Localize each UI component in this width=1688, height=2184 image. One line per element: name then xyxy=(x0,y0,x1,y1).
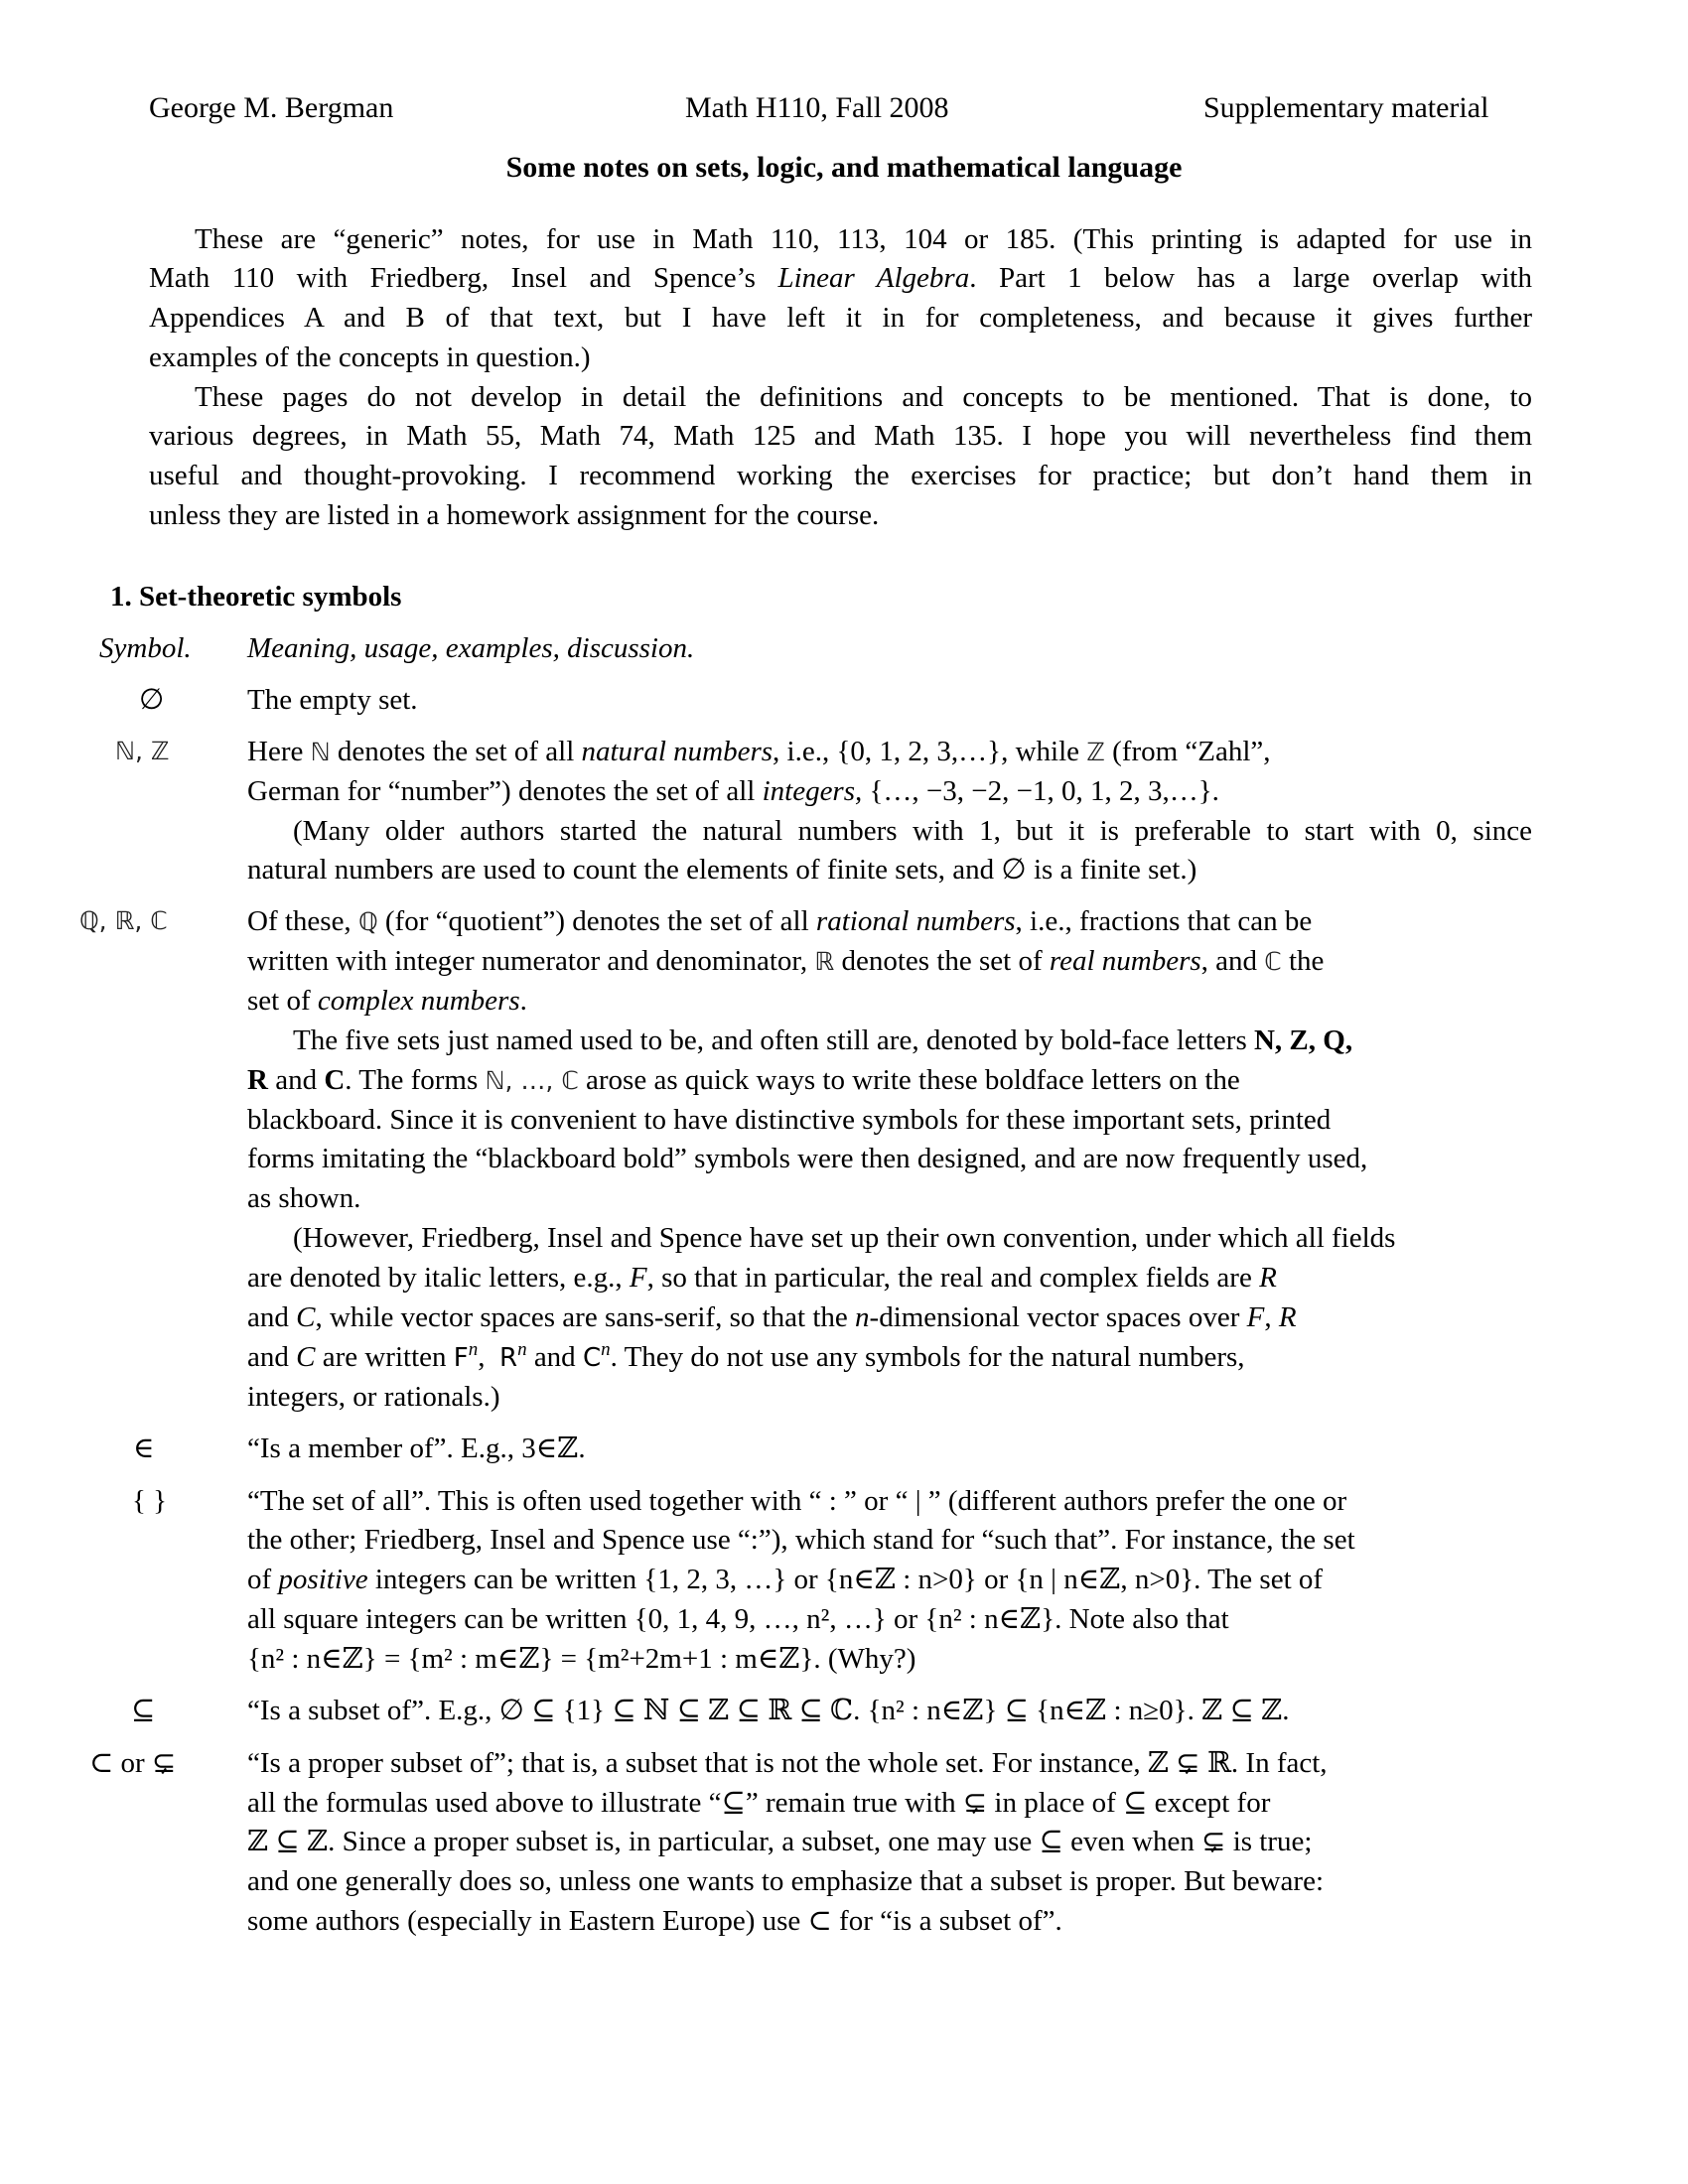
rationals-reals-complex-symbol: ℚ, ℝ, ℂ xyxy=(79,906,168,935)
text: are written xyxy=(315,1341,454,1373)
text: , i.e., fractions that can be xyxy=(1015,905,1313,937)
member-meaning: “Is a member of”. E.g., 3∈ℤ. xyxy=(247,1433,586,1464)
intro-p1-line1: These are “generic” notes, for use in Math 110, 113, 104 or 185. (This printing is adapted for use in xyxy=(195,223,1532,255)
field-C: C xyxy=(296,1341,316,1373)
proper-line5: some authors (especially in Eastern Europe) use ⊂ for “is a subset of”. xyxy=(247,1905,1062,1937)
proper-line1: “Is a proper subset of”; that is, a subset that is not the whole set. For instance, ℤ ⊊ ℝ. In fact, xyxy=(247,1747,1328,1779)
qrc-line11 xyxy=(247,1300,1297,1334)
field-F: F xyxy=(629,1262,647,1294)
text: denotes the set of all xyxy=(337,736,582,767)
text: and xyxy=(267,1064,325,1096)
text: The five sets just named used to be, and often still are, denoted by bold-face letters xyxy=(293,1024,1254,1056)
integers-symbol: ℤ xyxy=(1086,738,1105,766)
qrc-line9: (However, Friedberg, Insel and Spence have set up their own convention, under which all fields xyxy=(293,1222,1396,1254)
rationals-symbol: ℚ xyxy=(357,907,378,936)
text: , while vector spaces are sans-serif, so that the xyxy=(315,1301,856,1333)
nz-line1 xyxy=(247,735,1271,769)
set-braces-symbol: { } xyxy=(132,1485,168,1517)
complex-symbol: ℂ xyxy=(1264,947,1282,976)
nz-line4 xyxy=(247,853,1196,887)
proper-subset-symbol: ⊂ or ⊊ xyxy=(89,1747,177,1779)
intro-p1-line2 xyxy=(149,261,1532,295)
document-kind: Supplementary material xyxy=(1203,91,1489,124)
text: denotes the set of xyxy=(841,945,1050,977)
setof-line3 xyxy=(247,1563,1323,1596)
qrc-line13: integers, or rationals.) xyxy=(247,1381,500,1413)
nz-line3: (Many older authors started the natural numbers with 1, but it is preferable to start with 0, since xyxy=(293,815,1532,847)
text: integers can be written {1, 2, 3, …} or {n∈ℤ : n>0} or {n | n∈ℤ, n>0}. The set of xyxy=(367,1564,1324,1595)
bold-letter: R xyxy=(247,1064,268,1096)
reals-symbol: ℝ xyxy=(814,947,835,976)
proper-line2: all the formulas used above to illustrate “⊆” remain true with ⊊ in place of ⊆ except for xyxy=(247,1787,1271,1819)
text: Here xyxy=(247,736,311,767)
empty-set-meaning: The empty set. xyxy=(247,684,418,716)
term: complex numbers xyxy=(317,985,520,1017)
course: Math H110, Fall 2008 xyxy=(685,91,949,124)
term: rational numbers xyxy=(815,905,1016,937)
qrc-line5 xyxy=(247,1063,1240,1098)
text: . xyxy=(519,985,527,1017)
field-F: F xyxy=(1246,1301,1265,1333)
vector-space-C: C xyxy=(582,1343,602,1373)
text: and xyxy=(526,1341,583,1373)
term: positive xyxy=(278,1564,368,1595)
text: Of these, xyxy=(247,905,358,937)
text: the xyxy=(1289,945,1325,977)
exponent: n xyxy=(601,1339,611,1360)
member-symbol: ∈ xyxy=(133,1433,155,1464)
empty-set-symbol: ∅ xyxy=(139,684,165,716)
qrc-line6: blackboard. Since it is convenient to have distinctive symbols for these important sets, printed xyxy=(247,1104,1332,1136)
text: German for “number”) denotes the set of all xyxy=(247,775,763,807)
text: are denoted by italic letters, e.g., xyxy=(247,1262,630,1294)
section-heading: 1. Set-theoretic symbols xyxy=(110,581,402,613)
column-header-meaning: Meaning, usage, examples, discussion. xyxy=(247,632,695,664)
text: . The forms xyxy=(345,1064,486,1096)
setof-line4: all square integers can be written {0, 1, 4, 9, …, n², …} or {n² : n∈ℤ}. Note also that xyxy=(247,1603,1229,1635)
term: natural numbers xyxy=(581,736,774,767)
text: , i.e., {0, 1, 2, 3,…}, while xyxy=(773,736,1087,767)
text: , so that in particular, the real and complex fields are xyxy=(646,1262,1260,1294)
text: (for “quotient”) denotes the set of all xyxy=(384,905,816,937)
bold-letters: N, Z, Q, xyxy=(1253,1024,1353,1056)
text: and xyxy=(247,1341,297,1373)
term: integers, xyxy=(762,775,863,807)
text: arose as quick ways to write these boldface letters on the xyxy=(578,1064,1240,1096)
n-var: n xyxy=(855,1301,870,1333)
text: -dimensional vector spaces over xyxy=(869,1301,1247,1333)
text: . They do not use any symbols for the natural numbers, xyxy=(610,1341,1245,1373)
proper-line3: ℤ ⊆ ℤ. Since a proper subset is, in particular, a subset, one may use ⊆ even when ⊊ is true; xyxy=(247,1826,1313,1857)
intro-text: Math 110 with Friedberg, Insel and Spence’s xyxy=(149,262,756,294)
qrc-line12: and C are written $F^n$, $R^n$ and $C^n$. They do not use any symbols for the natural numbers, xyxy=(247,1339,1245,1373)
author: George M. Bergman xyxy=(149,91,394,124)
blackboard-forms: ℕ, …, ℂ xyxy=(485,1066,579,1095)
exponent: n xyxy=(517,1339,527,1360)
page-title: Some notes on sets, logic, and mathematical language xyxy=(505,151,1183,184)
nz-line2 xyxy=(247,774,1219,808)
qrc-line8: as shown. xyxy=(247,1182,361,1214)
qrc-line1 xyxy=(247,904,1312,939)
qrc-line4 xyxy=(293,1024,1352,1057)
subset-meaning: “Is a subset of”. E.g., ∅ ⊆ {1} ⊆ ℕ ⊆ ℤ ⊆ ℝ ⊆ ℂ. {n² : n∈ℤ} ⊆ {n∈ℤ : n≥0}. ℤ ⊆ ℤ. xyxy=(247,1695,1290,1726)
intro-p2-line2: various degrees, in Math 55, Math 74, Math 125 and Math 135. I hope you will nevertheless find them xyxy=(149,420,1532,452)
empty-set-inline: ∅ xyxy=(1001,854,1027,886)
setof-line1: “The set of all”. This is often used together with “ : ” or “ | ” (different authors prefer the one or xyxy=(247,1485,1347,1517)
subset-symbol: ⊆ xyxy=(131,1695,156,1726)
vector-space-F: F xyxy=(453,1343,469,1373)
text: written with integer numerator and denominator, xyxy=(247,945,815,977)
intro-p2-line1: These pages do not develop in detail the definitions and concepts to be mentioned. That is done, to xyxy=(195,381,1532,413)
text: {…, −3, −2, −1, 0, 1, 2, 3,…}. xyxy=(862,775,1219,807)
intro-p1-line4: examples of the concepts in question.) xyxy=(149,341,591,373)
qrc-line7: forms imitating the “blackboard bold” symbols were then designed, and are now frequently used, xyxy=(247,1143,1368,1174)
qrc-line3 xyxy=(247,984,527,1018)
text: (from “Zahl”, xyxy=(1112,736,1271,767)
field-R: R xyxy=(1259,1262,1277,1294)
exponent: n xyxy=(468,1339,479,1360)
naturals-symbol: ℕ xyxy=(310,738,331,766)
text: set of xyxy=(247,985,318,1017)
intro-p2-line3: useful and thought-provoking. I recommend working the exercises for practice; but don’t hand them in xyxy=(149,460,1532,491)
text: is a finite set.) xyxy=(1033,854,1197,886)
setof-line5: {n² : n∈ℤ} = {m² : m∈ℤ} = {m²+2m+1 : m∈ℤ}. (Why?) xyxy=(247,1643,916,1675)
naturals-integers-symbol: ℕ, ℤ xyxy=(115,737,170,765)
vector-space-R: R xyxy=(498,1343,518,1373)
text: , and xyxy=(1200,945,1265,977)
intro-p2-line4: unless they are listed in a homework assignment for the course. xyxy=(149,499,880,531)
intro-text: . Part 1 below has a large overlap with xyxy=(969,262,1532,294)
text: of xyxy=(247,1564,279,1595)
text: and xyxy=(247,1301,297,1333)
qrc-line2 xyxy=(247,944,1324,979)
bold-letter: C xyxy=(324,1064,346,1096)
term: real numbers xyxy=(1049,945,1201,977)
book-title: Linear Algebra xyxy=(777,262,970,294)
field-R: R xyxy=(1278,1301,1297,1333)
text: , xyxy=(1264,1301,1279,1333)
column-header-symbol: Symbol. xyxy=(99,632,192,664)
setof-line2: the other; Friedberg, Insel and Spence use “:”), which stand for “such that”. For instance, the set xyxy=(247,1524,1355,1556)
intro-p1-line3: Appendices A and B of that text, but I have left it in for completeness, and because it gives further xyxy=(149,302,1532,334)
text: natural numbers are used to count the elements of finite sets, and xyxy=(247,854,1002,886)
qrc-line10 xyxy=(247,1261,1277,1295)
field-C: C xyxy=(296,1301,316,1333)
proper-line4: and one generally does so, unless one wants to emphasize that a subset is proper. But beware: xyxy=(247,1865,1325,1897)
